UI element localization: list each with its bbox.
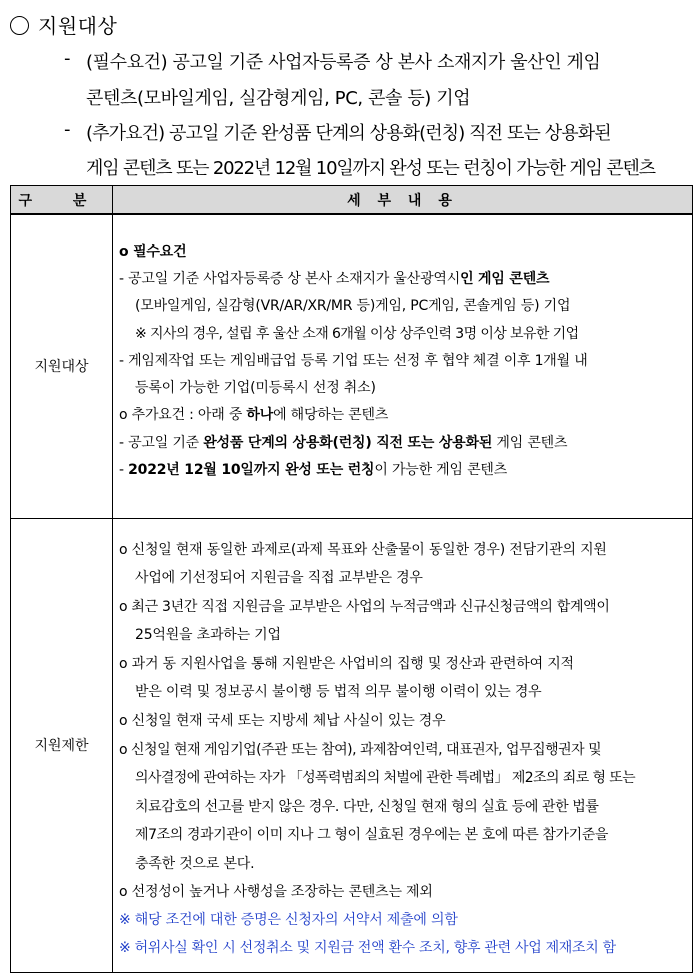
- detail-line: o 최근 3년간 직접 지원금을 교부받은 사업의 누적금액과 신규신청금액의 합계액이: [119, 598, 610, 615]
- detail-line: o 과거 동 지원사업을 통해 지원받은 사업비의 집행 및 정산과 관련하여 지적: [119, 655, 574, 672]
- detail-line: o 신청일 현재 게임기업(주관 또는 참여), 과제참여인력, 대표권자, 업무집행권자 및: [119, 741, 602, 758]
- circle-marker-icon: [10, 16, 29, 35]
- bullet-text: 게임 콘텐츠 또는 2022년 12월 10일까지 완성 또는 런칭이 가능한 게임 콘텐츠: [86, 158, 655, 179]
- detail-line: o 신청일 현재 국세 또는 지방세 체납 사실이 있는 경우: [119, 712, 446, 729]
- requirement-bullet-cont: [86, 154, 655, 180]
- detail-line: 의사결정에 관여하는 자가 「성폭력범죄의 처벌에 관한 특례법」 제2조의 죄로 형 또는: [135, 769, 636, 786]
- details-table: [10, 185, 693, 973]
- detail-line: o 필수요건: [119, 244, 187, 260]
- section-title: 지원대상: [38, 14, 118, 38]
- table-row: [11, 214, 693, 518]
- row-details: [113, 518, 693, 972]
- section-heading: [10, 10, 117, 39]
- table-row: [11, 518, 693, 972]
- detail-line: 받은 이력 및 정보공시 불이행 등 법적 의무 불이행 이력이 있는 경우: [135, 683, 542, 700]
- detail-line: 치료감호의 선고를 받지 않은 경우. 다만, 신청일 현재 형의 실효 등에 관한 법률: [135, 798, 599, 815]
- detail-line: ※ 지사의 경우, 설립 후 울산 소재 6개월 이상 상주인력 3명 이상 보유한 기업: [135, 326, 579, 342]
- detail-line: - 게임제작업 또는 게임배급업 등록 기업 또는 선정 후 협약 체결 이후 1개월 내: [119, 353, 588, 369]
- row-details: [113, 214, 693, 518]
- detail-line: - 공고일 기준 사업자등록증 상 본사 소재지가 울산광역시인 게임 콘텐츠: [119, 271, 550, 287]
- row-category: 지원대상: [11, 214, 113, 518]
- bullet-text: (추가요건) 공고일 기준 완성품 단계의 상용화(런칭) 직전 또는 상용화된: [86, 123, 611, 144]
- header-details: 세 부 내 용: [113, 186, 693, 215]
- bullet-text: (필수요건) 공고일 기준 사업자등록증 상 본사 소재지가 울산인 게임: [86, 52, 601, 73]
- detail-line: (모바일게임, 실감형(VR/AR/XR/MR 등)게임, PC게임, 콘솔게임 등) 기업: [135, 298, 571, 314]
- bullet-dash: -: [64, 119, 71, 140]
- detail-line: 제7조의 경과기관이 이미 지나 그 형이 실효된 경우에는 본 호에 따른 참가기준을: [135, 826, 609, 843]
- bullet-text: 콘텐츠(모바일게임, 실감형게임, PC, 콘솔 등) 기업: [86, 88, 471, 109]
- detail-line: o 선정성이 높거나 사행성을 조장하는 콘텐츠는 제외: [119, 883, 433, 900]
- detail-line: o 신청일 현재 동일한 과제로(과제 목표와 산출물이 동일한 경우) 전담기관의 지원: [119, 541, 607, 558]
- detail-line: 사업에 기선정되어 지원금을 직접 교부받은 경우: [135, 569, 423, 586]
- requirement-bullet-cont: [86, 84, 470, 110]
- detail-line: 25억원을 초과하는 기업: [135, 626, 281, 643]
- bullet-dash: -: [64, 48, 71, 69]
- detail-line: 등록이 가능한 기업(미등록시 선정 취소): [135, 380, 376, 396]
- detail-line: - 공고일 기준 완성품 단계의 상용화(런칭) 직전 또는 상용화된 게임 콘텐츠: [119, 435, 568, 451]
- detail-line: - 2022년 12월 10일까지 완성 또는 런칭이 가능한 게임 콘텐츠: [119, 462, 508, 478]
- row-category: 지원제한: [11, 518, 113, 972]
- header-category: 구 분: [11, 186, 113, 215]
- detail-line: ※ 허위사실 확인 시 선정취소 및 지원금 전액 환수 조치, 향후 관련 사업 제재조치 함: [119, 939, 616, 956]
- detail-line: 충족한 것으로 본다.: [135, 855, 255, 872]
- detail-line: ※ 해당 조건에 대한 증명은 신청자의 서약서 제출에 의함: [119, 911, 458, 928]
- detail-line: o 추가요건 : 아래 중 하나에 해당하는 콘텐츠: [119, 407, 389, 423]
